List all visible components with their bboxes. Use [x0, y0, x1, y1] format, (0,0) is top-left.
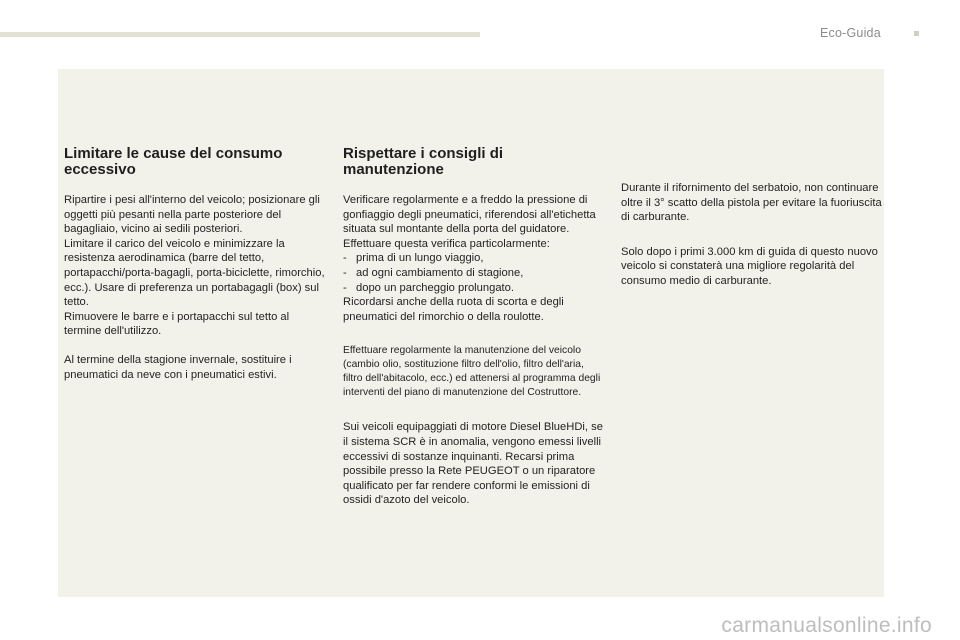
consumption-paragraph-2: Limitare il carico del veicolo e minimizzare la resistenza aerodinamica (barre del tetto, portapacchi/porta-bagagli, porta-biciclette, rimorchio, ecc.). Usare di preferenza un portabagagli (box) sul tetto. [64, 237, 325, 309]
list-item: - prima di un lungo viaggio, [343, 251, 605, 266]
consumption-heading: Limitare le cause del consumo eccessivo [64, 145, 283, 178]
site-watermark: carmanualsonline.info [721, 614, 932, 637]
list-item: - dopo un parcheggio prolungato. [343, 281, 605, 296]
refuelling-paragraph: Durante il rifornimento del serbatoio, non continuare oltre il 3° scatto della pistola per evitare la fuoriuscita di carburante. [621, 182, 882, 224]
consumption-paragraph-4: Al termine della stagione invernale, sostituire i pneumatici da neve con i pneumatici estivi. [64, 353, 292, 381]
maintenance-paragraph-4: Effettuare regolarmente la manutenzione del veicolo (cambio olio, sostituzione filtro dell'olio, filtro dell'aria, filtro dell'abitacolo, ecc.) ed attenersi al programma degli interventi del piano di manutenzione del Costruttore. [343, 345, 601, 399]
maintenance-heading: Rispettare i consigli di manutenzione [343, 145, 504, 178]
maintenance-paragraph-2: Effettuare questa verifica particolarmente: [343, 237, 550, 250]
column-consumption [64, 146, 326, 382]
maintenance-list [343, 251, 605, 295]
consumption-paragraph-3: Rimuovere le barre e i portapacchi sul tetto al termine dell'utilizzo. [64, 310, 290, 338]
header-marker [914, 31, 919, 36]
maintenance-paragraph-5: Sui veicoli equipaggiati di motore Diesel BlueHDi, se il sistema SCR è in anomalia, vengono emessi livelli eccessivi di sostanze inquinanti. Recarsi prima possibile presso la Rete PEUGEOT o un riparatore qualificato per far rendere conformi le emissioni di ossidi d'azoto del veicolo. [343, 421, 603, 507]
running-in-paragraph: Solo dopo i primi 3.000 km di guida di questo nuovo veicolo si constaterà una migliore regolarità del consumo medio di carburante. [621, 245, 878, 287]
section-title: Eco-Guida [820, 26, 881, 40]
column-refuelling [621, 181, 883, 289]
header-rule [0, 32, 480, 37]
maintenance-paragraph-1: Verificare regolarmente e a freddo la pressione di gonfiaggio degli pneumatici, riferendosi all'etichetta situata sul montante della porta del guidatore. [343, 194, 596, 236]
column-maintenance [343, 146, 605, 508]
consumption-paragraph-1: Ripartire i pesi all'interno del veicolo; posizionare gli oggetti più pesanti nella parte posteriore del bagagliaio, vicino ai sedili posteriori. [64, 194, 320, 236]
maintenance-paragraph-3: Ricordarsi anche della ruota di scorta e degli pneumatici del rimorchio o della roulotte. [343, 296, 564, 323]
list-item: - ad ogni cambiamento di stagione, [343, 266, 605, 281]
